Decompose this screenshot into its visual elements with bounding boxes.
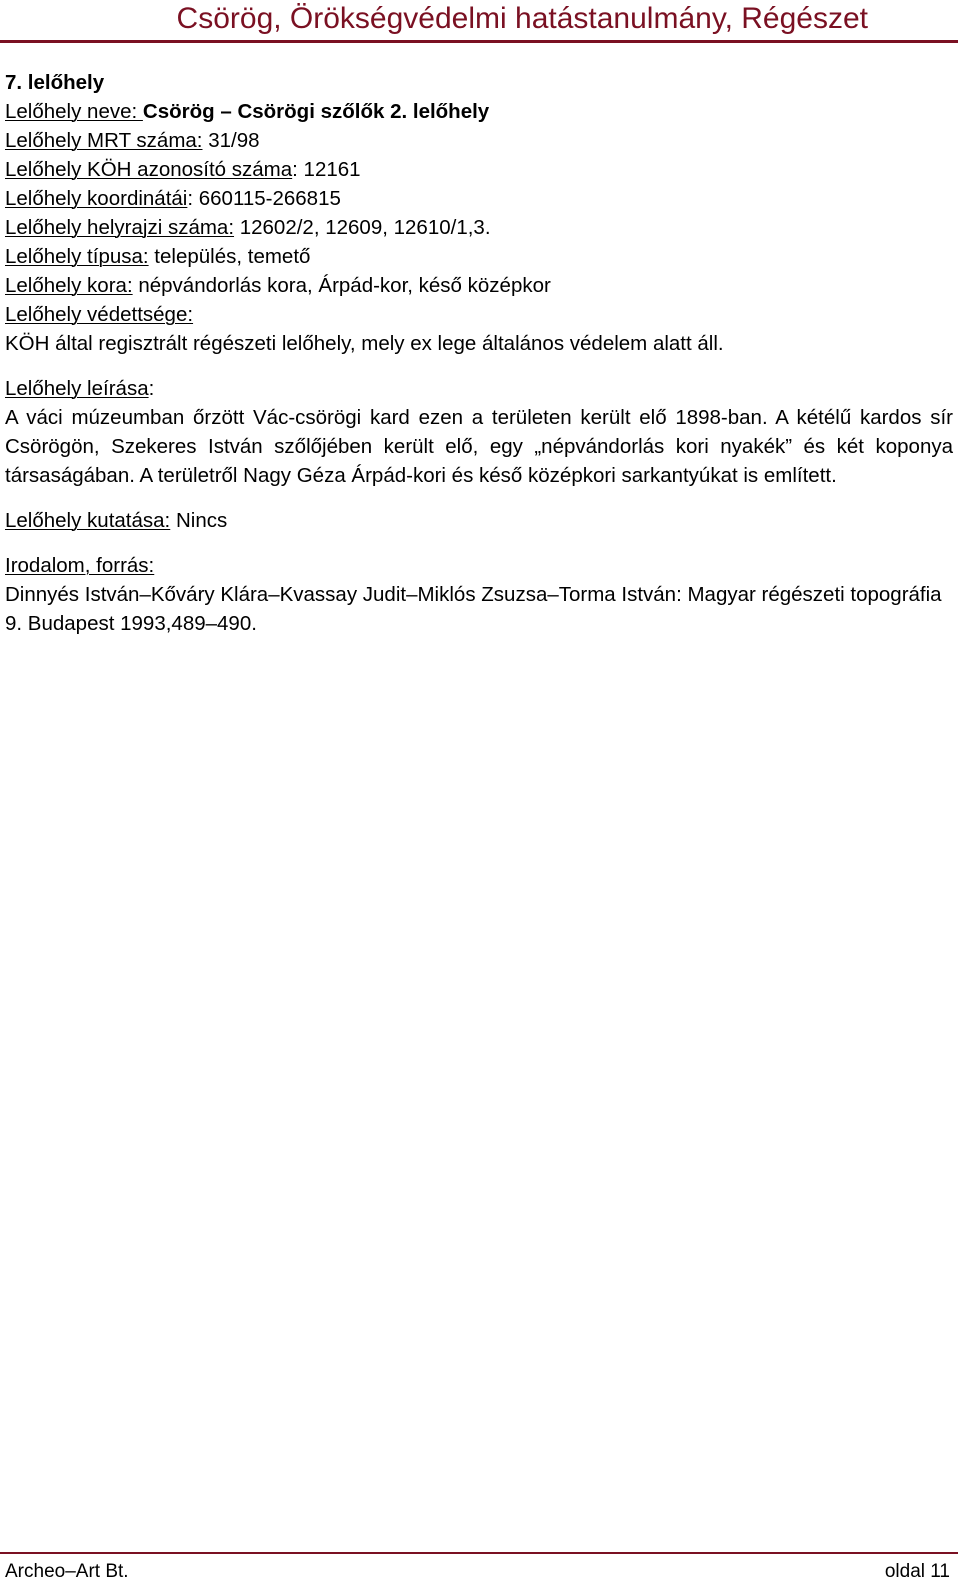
type-label: Lelőhely típusa: [5, 245, 149, 268]
research-value: Nincs [170, 509, 228, 532]
age-row [5, 271, 953, 300]
koh-label: Lelőhely KÖH azonosító száma [5, 158, 293, 181]
coord-row [5, 184, 953, 213]
mrt-value: 31/98 [202, 129, 260, 152]
type-value: település, temető [148, 245, 311, 268]
type-row [5, 242, 953, 271]
research-label: Lelőhely kutatása: [5, 509, 171, 532]
coord-value: : 660115-266815 [187, 187, 341, 210]
hrsz-value: 12602/2, 12609, 12610/1,3. [234, 216, 491, 239]
header-title: Csörög, Örökségvédelmi hatástanulmány, Régészet [176, 2, 868, 35]
mrt-row [5, 126, 953, 155]
spacer [5, 535, 953, 551]
protection-label: Lelőhely védettsége: [5, 303, 194, 326]
desc-colon: : [148, 377, 155, 400]
lit-text: Dinnyés István–Kőváry Klára–Kvassay Judit–Miklós Zsuzsa–Torma István: Magyar régészeti topográfia 9. Budapest 1993,489–490. [5, 583, 942, 635]
protection-row [5, 300, 953, 329]
koh-row [5, 155, 953, 184]
age-label: Lelőhely kora: [5, 274, 133, 297]
age-value: népvándorlás kora, Árpád-kor, késő középkor [132, 274, 551, 297]
lit-row [5, 551, 953, 580]
site-name-value: Csörög – Csörögi szőlők 2. lelőhely [142, 100, 490, 123]
desc-label: Lelőhely leírása [5, 377, 149, 400]
footer-company: Archeo–Art Bt. [5, 1561, 129, 1582]
spacer [5, 358, 953, 374]
mrt-label: Lelőhely MRT száma: [5, 129, 203, 152]
hrsz-label: Lelőhely helyrajzi száma: [5, 216, 235, 239]
desc-row [5, 374, 953, 403]
site-heading: 7. lelőhely [5, 71, 105, 94]
hrsz-row [5, 213, 953, 242]
lit-label: Irodalom, forrás: [5, 554, 155, 577]
page-header [0, 0, 958, 43]
site-name-row [5, 97, 953, 126]
coord-label: Lelőhely koordinátái [5, 187, 188, 210]
spacer [5, 490, 953, 506]
desc-text: A váci múzeumban őrzött Vác-csörögi kard ezen a területen került elő 1898-ban. A kétélű kardos sír Csörögön, Szekeres István szőlőjében került elő, egy „népvándorlás kori nyakék” és két koponya társaságában. A területről Nagy Géza Árpád-kori és késő középkori sarkantyúkat is említett. [5, 406, 953, 487]
page-footer [0, 1552, 958, 1582]
koh-value: : 12161 [292, 158, 361, 181]
site-name-label: Lelőhely neve: [5, 100, 143, 123]
research-row [5, 506, 953, 535]
site-record [5, 68, 953, 638]
page-number: oldal 11 [884, 1561, 950, 1582]
protection-value: KÖH által regisztrált régészeti lelőhely, mely ex lege általános védelem alatt áll. [5, 332, 724, 355]
